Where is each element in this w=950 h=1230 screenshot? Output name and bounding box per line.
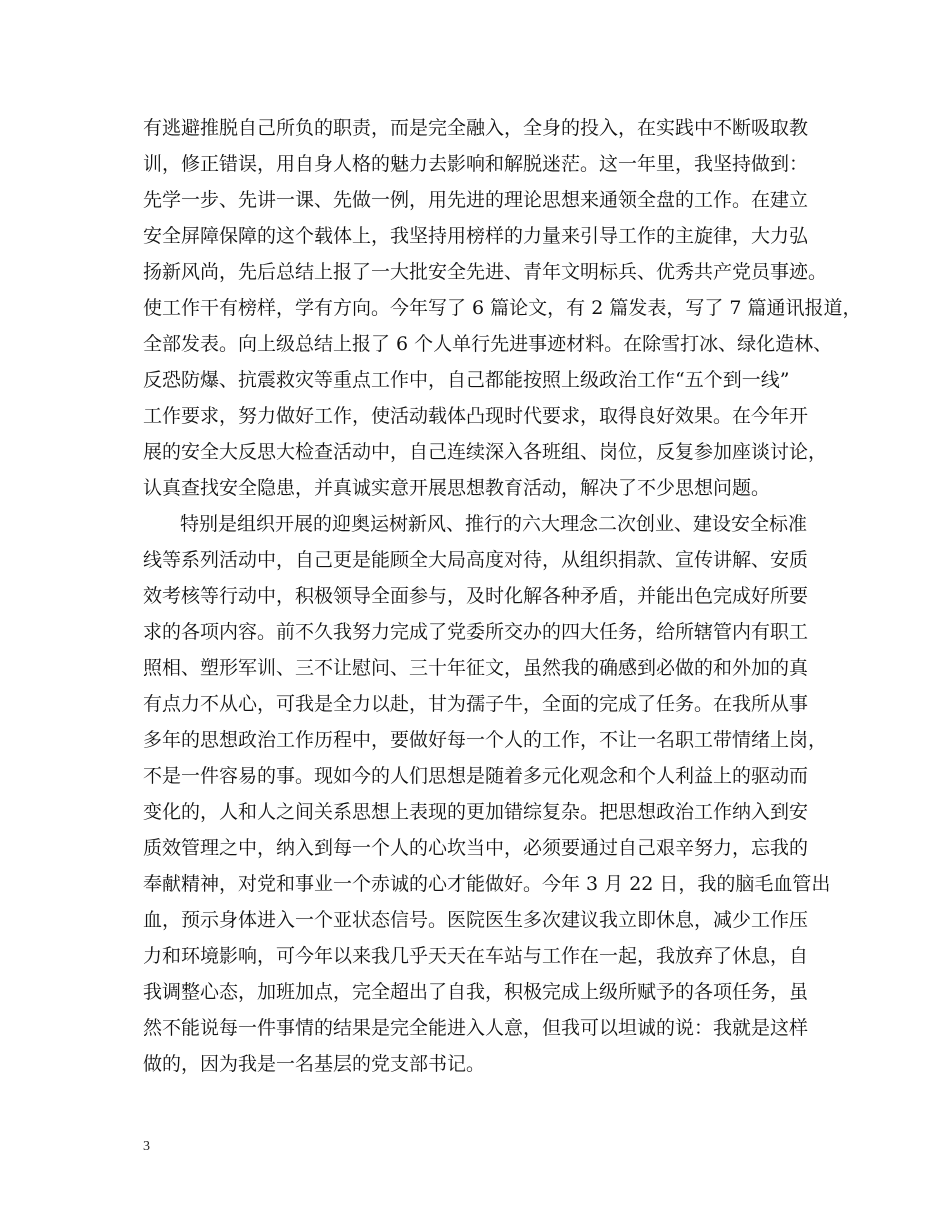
- text-line: 先学一步、先讲一课、先做一例，用先进的理论思想来通领全盘的工作。在建立: [143, 189, 809, 211]
- text-line: 然不能说每一件事情的结果是完全能进入人意，但我可以坦诚的说：我就是这样: [143, 1017, 809, 1039]
- text-line: 变化的，人和人之间关系思想上表现的更加错综复杂。把思想政治工作纳入到安: [143, 801, 809, 823]
- text-line: 认真查找安全隐患，并真诚实意开展思想教育活动，解决了不少思想问题。: [143, 477, 771, 499]
- text-line: 有逃避推脱自己所负的职责，而是完全融入，全身的投入，在实践中不断吸取教: [143, 117, 809, 139]
- text-line: 力和环境影响，可今年以来我几乎天天在车站与工作在一起，我放弃了休息，自: [143, 945, 809, 967]
- text-line: 不是一件容易的事。现如今的人们思想是随着多元化观念和个人利益上的驱动而: [143, 765, 809, 787]
- text-line: 线等系列活动中，自己更是能顾全大局高度对待，从组织捐款、宣传讲解、安质: [143, 549, 809, 571]
- text-line: 奉献精神，对党和事业一个赤诚的心才能做好。今年 3 月 22 日，我的脑毛血管出: [143, 873, 831, 895]
- text-line: 质效管理之中，纳入到每一个人的心坎当中，必须要通过自己艰辛努力，忘我的: [143, 837, 809, 859]
- text-line: 使工作干有榜样，学有方向。今年写了 6 篇论文，有 2 篇发表，写了 7 篇通讯报道，: [143, 297, 862, 319]
- text-line: 训，修正错误，用自身人格的魅力去影响和解脱迷茫。这一年里，我坚持做到：: [143, 153, 809, 175]
- text-line: 做的，因为我是一名基层的党支部书记。: [143, 1053, 486, 1075]
- text-line: 我调整心态，加班加点，完全超出了自我，积极完成上级所赋予的各项任务，虽: [143, 981, 809, 1003]
- text-line: 有点力不从心，可我是全力以赴，甘为孺子牛，全面的完成了任务。在我所从事: [143, 693, 809, 715]
- page-number: 3: [143, 1139, 150, 1154]
- text-line: 照相、塑形军训、三不让慰问、三十年征文，虽然我的确感到必做的和外加的真: [143, 657, 809, 679]
- text-line: 扬新风尚，先后总结上报了一大批安全先进、青年文明标兵、优秀共产党员事迹。: [143, 261, 828, 283]
- text-line: 求的各项内容。前不久我努力完成了党委所交办的四大任务，给所辖管内有职工: [143, 621, 809, 643]
- text-line: 展的安全大反思大检查活动中，自己连续深入各班组、岗位，反复参加座谈讨论，: [143, 441, 828, 463]
- text-line: 血，预示身体进入一个亚状态信号。医院医生多次建议我立即休息，减少工作压: [143, 909, 809, 931]
- text-line: 特别是组织开展的迎奥运树新风、推行的六大理念二次创业、建设安全标准: [180, 513, 808, 535]
- text-line: 工作要求，努力做好工作，使活动载体凸现时代要求，取得良好效果。在今年开: [143, 405, 809, 427]
- text-line: 安全屏障保障的这个载体上，我坚持用榜样的力量来引导工作的主旋律，大力弘: [143, 225, 809, 247]
- text-line: 全部发表。向上级总结上报了 6 个人单行先进事迹材料。在除雪打冰、绿化造林、: [143, 333, 833, 355]
- text-line: 效考核等行动中，积极领导全面参与，及时化解各种矛盾，并能出色完成好所要: [143, 585, 809, 607]
- text-line: 反恐防爆、抗震救灾等重点工作中，自己都能按照上级政治工作“五个到一线”: [143, 369, 790, 391]
- text-line: 多年的思想政治工作历程中，要做好每一个人的工作，不让一名职工带情绪上岗，: [143, 729, 828, 751]
